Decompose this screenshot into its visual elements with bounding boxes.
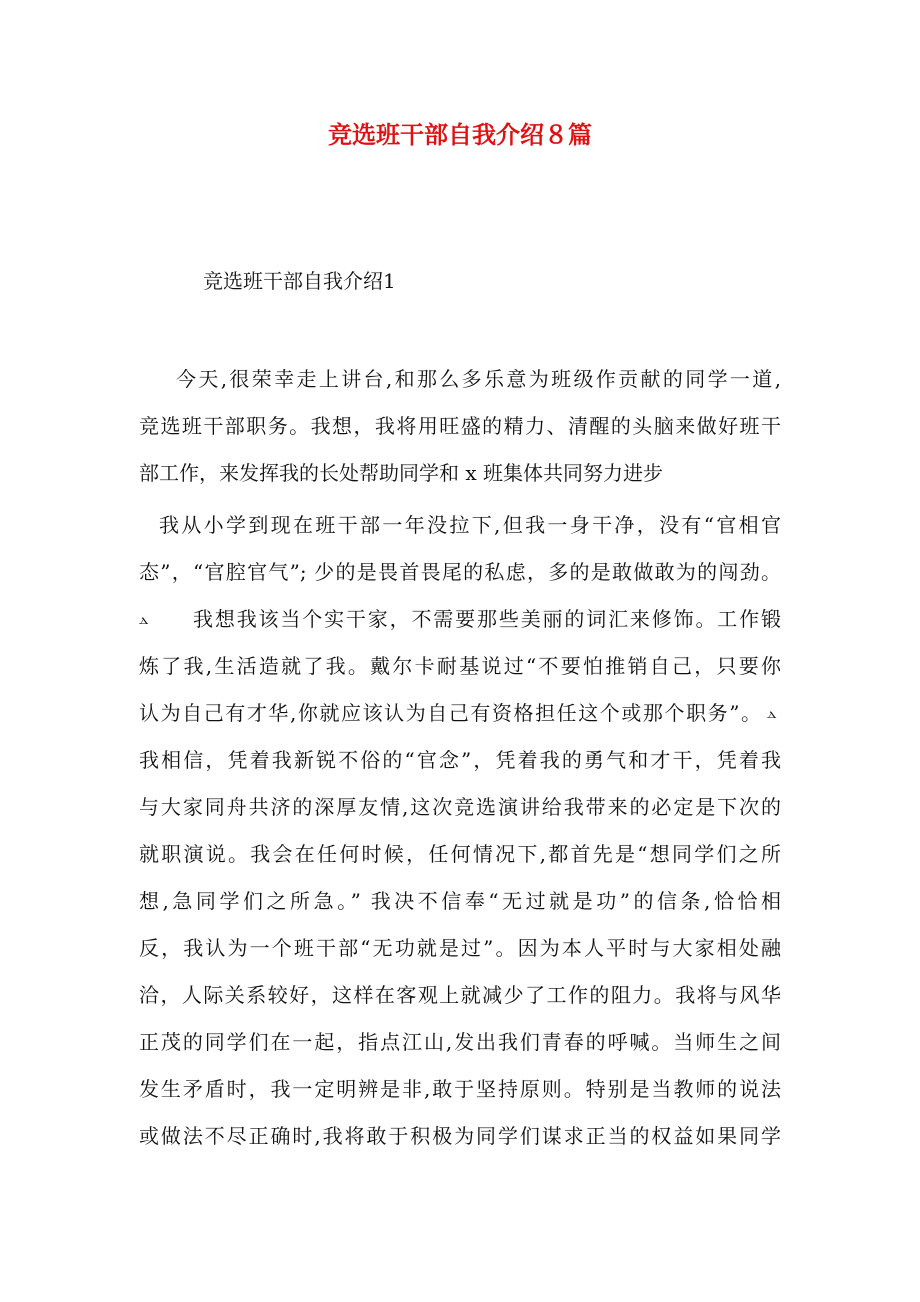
body-line-16: 发生矛盾时，我一定明辨是非,敢于坚持原则。特别是当教师的说法 [139, 1077, 781, 1101]
body-line-8: 认为自己有才华,你就应该认为自己有资格担任这个或那个职务”。 [139, 701, 761, 725]
body-line-14: 洽，人际关系较好，这样在客观上就减少了工作的阻力。我将与风华 [139, 983, 781, 1007]
body-line-7: 炼了我,生活造就了我。戴尔卡耐基说过“不要怕推销自己，只要你 [139, 654, 781, 678]
section-heading: 竞选班干部自我介绍1 [203, 269, 396, 293]
body-line-13: 反，我认为一个班干部“无功就是过”。因为本人平时与大家相处融 [139, 936, 781, 960]
body-line-4: 我从小学到现在班干部一年没拉下,但我一身干净，没有“官相官 [159, 513, 781, 537]
body-line-17: 或做法不尽正确时,我将敢于积极为同学们谋求正当的权益如果同学 [139, 1124, 781, 1148]
document-title: 竞选班干部自我介绍８篇 [328, 120, 592, 149]
paragraph-mark-icon: ⲇ [767, 706, 777, 722]
body-line-11: 就职演说。我会在任何时候，任何情况下,都首先是“想同学们之所 [139, 842, 781, 866]
body-line-15: 正茂的同学们在一起，指点江山,发出我们青春的呼喊。当师生之间 [139, 1030, 781, 1054]
body-line-9: 我相信，凭着我新锐不俗的“官念”，凭着我的勇气和才干，凭着我 [139, 748, 781, 772]
body-line-6: 我想我该当个实干家，不需要那些美丽的词汇来修饰。工作锻 [193, 607, 781, 631]
paragraph-mark-icon: ⲇ [139, 612, 149, 628]
body-line-10: 与大家同舟共济的深厚友情,这次竞选演讲给我带来的必定是下次的 [139, 795, 781, 819]
body-line-3: 部工作，来发挥我的长处帮助同学和 x 班集体共同努力进步 [139, 461, 663, 485]
body-line-2: 竞选班干部职务。我想，我将用旺盛的精力、清醒的头脑来做好班干 [139, 414, 781, 438]
body-line-1: 今天,很荣幸走上讲台,和那么多乐意为班级作贡献的同学一道, [176, 367, 781, 391]
body-line-5: 态”，“官腔官气”; 少的是畏首畏尾的私虑，多的是敢做敢为的闯劲。 [139, 560, 781, 584]
body-line-12: 想,急同学们之所急。” 我决不信奉“无过就是功”的信条,恰恰相 [139, 889, 781, 913]
